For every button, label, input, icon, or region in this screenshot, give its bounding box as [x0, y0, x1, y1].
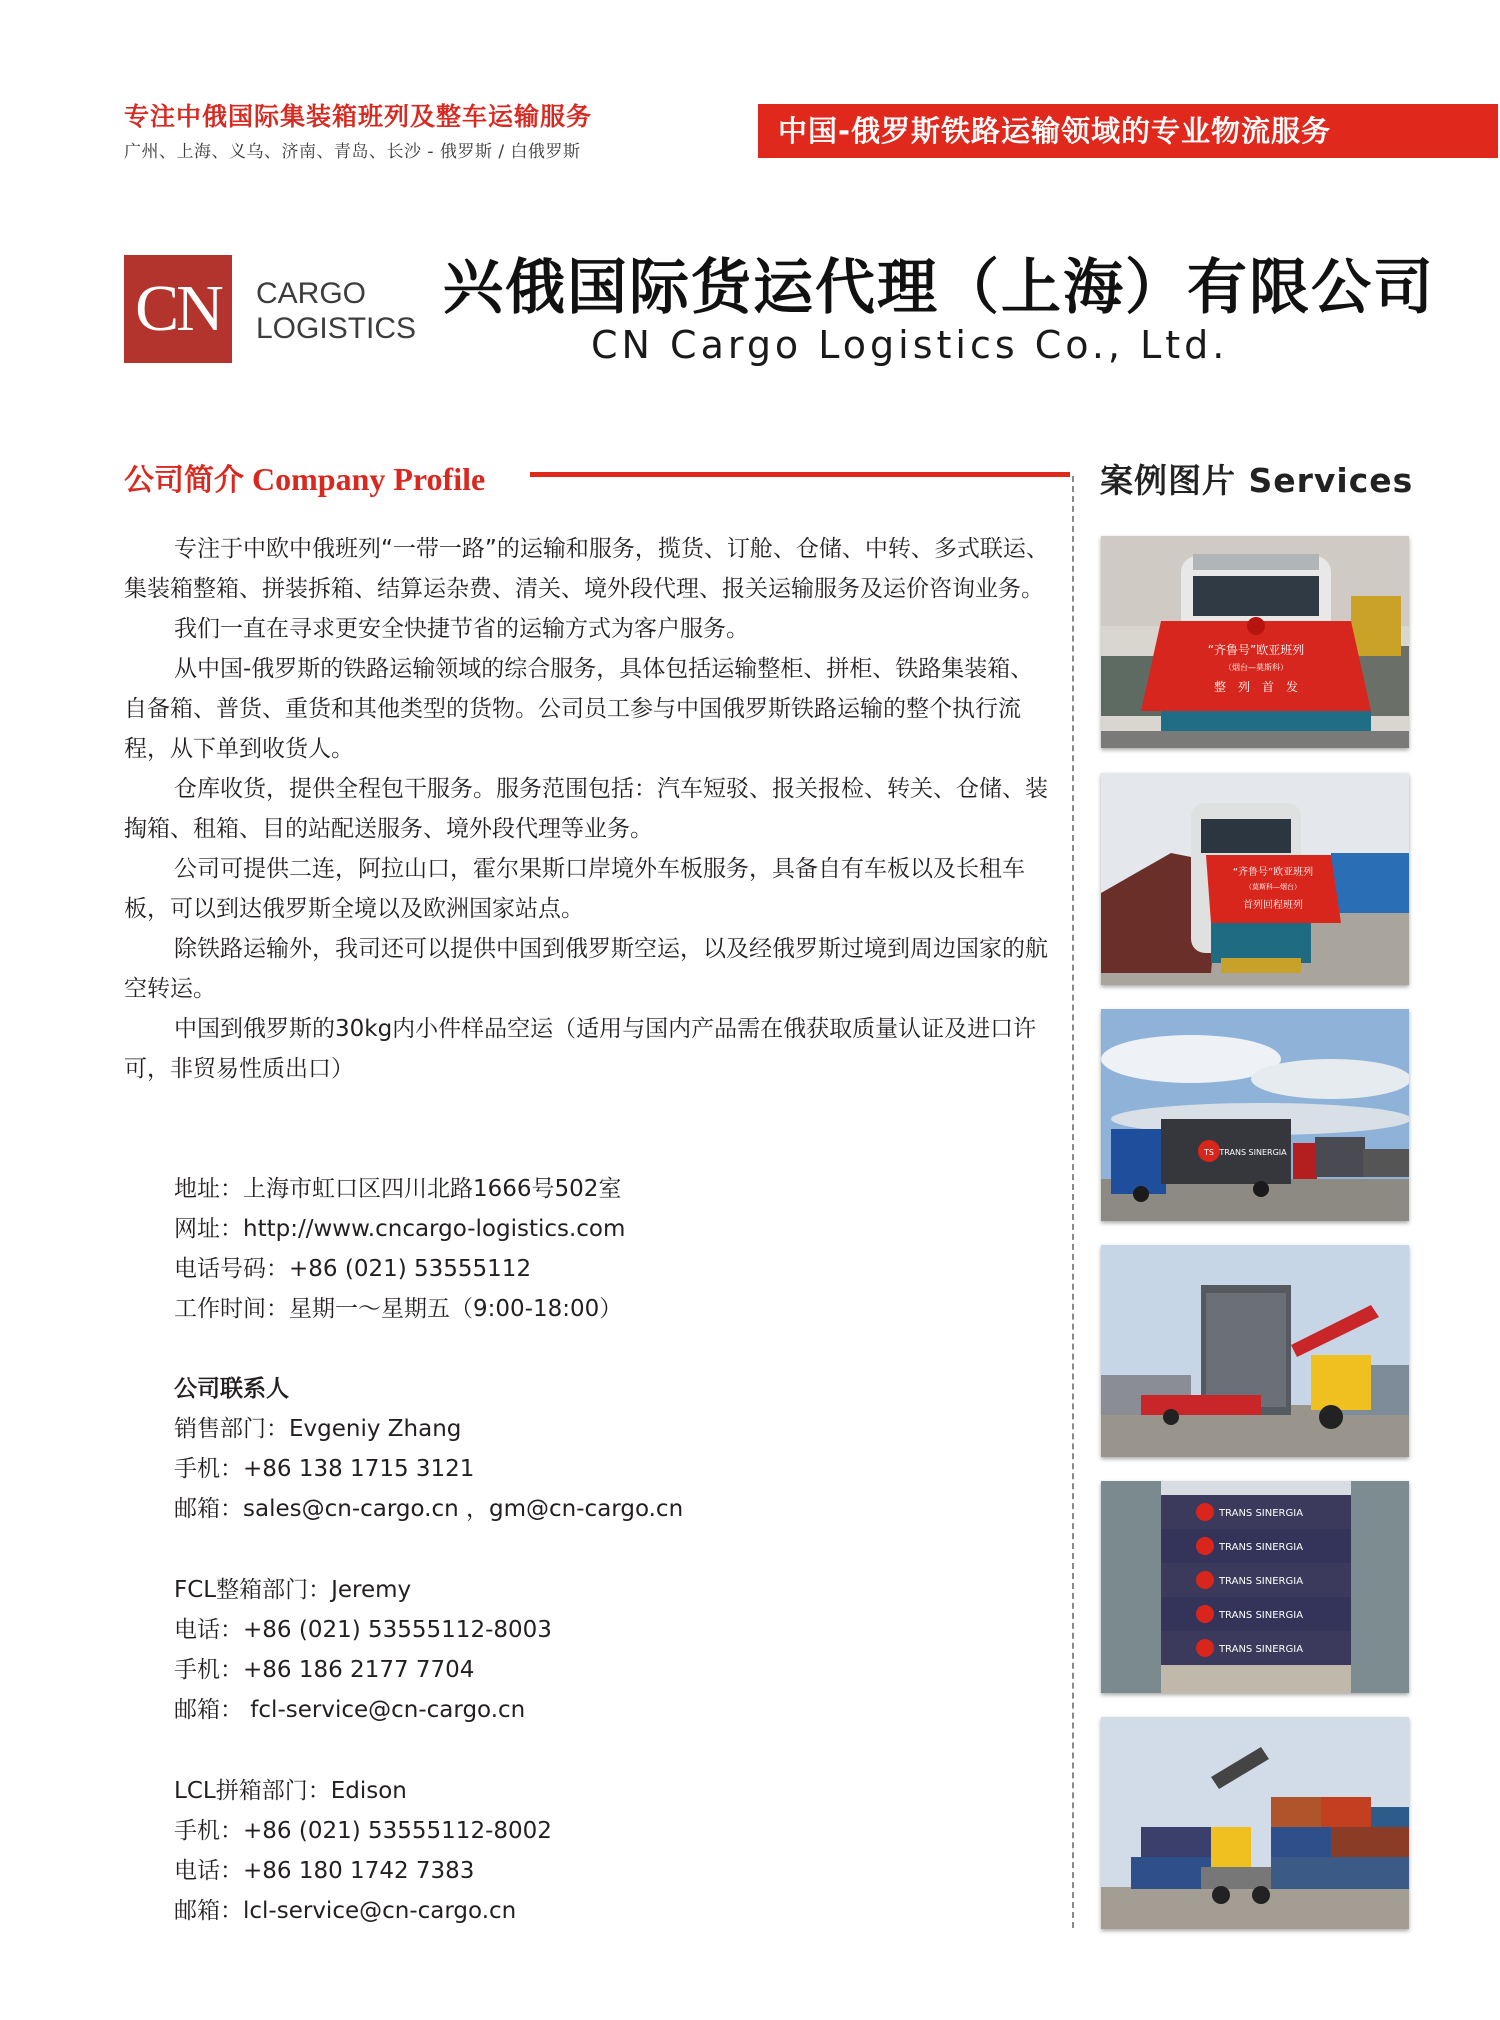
- lcl-phone: 电话：+86 180 1742 7383: [174, 1858, 475, 1884]
- fcl-mobile: 手机：+86 186 2177 7704: [174, 1657, 475, 1683]
- lcl-dept: LCL拼箱部门：Edison: [174, 1778, 407, 1804]
- profile-paragraph: 专注于中欧中俄班列“一带一路”的运输和服务，揽货、订舱、仓储、中转、多式联运、集装箱整箱、拼装拆箱、结算运杂费、清关、境外段代理、报关运输服务及运价咨询业务。: [124, 536, 1049, 602]
- lcl-mobile: 手机：+86 (021) 53555112-8002: [174, 1818, 552, 1844]
- photo5-brand-3: TRANS SINERGIA: [1218, 1576, 1304, 1587]
- lcl-email[interactable]: 邮箱：lcl-service@cn-cargo.cn: [174, 1898, 517, 1924]
- phone-line: 电话号码：+86 (021) 53555112: [174, 1256, 532, 1282]
- company-name-en: CN Cargo Logistics Co., Ltd.: [591, 323, 1229, 367]
- fcl-phone: 电话：+86 (021) 53555112-8003: [174, 1617, 552, 1643]
- fcl-email[interactable]: 邮箱： fcl-service@cn-cargo.cn: [174, 1697, 526, 1723]
- column-divider: [1072, 476, 1074, 1928]
- photo5-brand-4: TRANS SINERGIA: [1218, 1610, 1304, 1621]
- profile-heading: [124, 455, 485, 499]
- photo-container-yard: [1101, 1717, 1409, 1929]
- profile-paragraph: 公司可提供二连，阿拉山口，霍尔果斯口岸境外车板服务，具备自有车板以及长租车板，可以到达俄罗斯全境以及欧洲国家站点。: [124, 856, 1025, 922]
- photo3-container-brand: TRANS SINERGIA: [1219, 1148, 1287, 1157]
- photo1-banner-line: 整 列 首 发: [1213, 680, 1299, 694]
- photo-truck-convoy: [1101, 1009, 1409, 1221]
- cn-logo-mark: CN: [124, 255, 232, 363]
- photo5-brand-1: TRANS SINERGIA: [1218, 1508, 1304, 1519]
- profile-heading-cn: 公司简介: [124, 463, 244, 498]
- photo-container-stack: [1101, 1481, 1409, 1693]
- profile-heading-en: Company Profile: [252, 461, 486, 497]
- logo-line-cargo: CARGO: [256, 277, 367, 310]
- contacts-title: 公司联系人: [174, 1376, 289, 1402]
- photo2-banner-line: 首列回程班列: [1243, 900, 1303, 911]
- contacts-sales: [174, 1369, 1044, 1529]
- sales-dept: 销售部门：Evgeniy Zhang: [174, 1416, 462, 1442]
- contacts-fcl: [174, 1570, 1044, 1730]
- photo5-brand-2: TRANS SINERGIA: [1218, 1542, 1304, 1553]
- photo-train-departure: [1101, 536, 1409, 748]
- profile-paragraph: 除铁路运输外，我司还可以提供中国到俄罗斯空运，以及经俄罗斯过境到周边国家的航空转运。: [124, 936, 1048, 1002]
- profile-paragraph: 从中国-俄罗斯的铁路运输领域的综合服务，具体包括运输整柜、拼柜、铁路集装箱、自备箱、普货、重货和其他类型的货物。公司员工参与中国俄罗斯铁路运输的整个执行流程，从下单到收货人。: [124, 656, 1034, 762]
- photo-reach-stacker: [1101, 1245, 1409, 1457]
- website-line[interactable]: 网址：http://www.cncargo-logistics.com: [174, 1216, 626, 1242]
- photo1-banner-text: “齐鲁号”欧亚班列: [1207, 643, 1305, 657]
- logo-line-logistics: LOGISTICS: [256, 312, 417, 345]
- contacts-lcl: [174, 1771, 1044, 1931]
- photo3-container-logo: TS: [1204, 1148, 1214, 1157]
- logo-wordmark: [256, 276, 416, 346]
- photo-train-return: [1101, 773, 1409, 985]
- company-info: [174, 1169, 1044, 1329]
- photo2-banner-text: “齐鲁号”欧亚班列: [1232, 867, 1314, 878]
- profile-paragraph: 中国到俄罗斯的30kg内小件样品空运（适用与国内产品需在俄获取质量认证及进口许可，非贸易性质出口）: [124, 1016, 1037, 1082]
- sales-mobile: 手机：+86 138 1715 3121: [174, 1456, 475, 1482]
- profile-paragraph: 我们一直在寻求更安全快捷节省的运输方式为客户服务。: [174, 616, 749, 642]
- photo1-banner-sub: （烟台—莫斯科）: [1224, 663, 1288, 672]
- hours-line: 工作时间：星期一～星期五（9:00-18:00）: [174, 1296, 623, 1322]
- photo5-brand-5: TRANS SINERGIA: [1218, 1644, 1304, 1655]
- tagline-title: 专注中俄国际集装箱班列及整车运输服务: [124, 102, 593, 131]
- profile-paragraph: 仓库收货，提供全程包干服务。服务范围包括：汽车短驳、报关报检、转关、仓储、装掏箱、租箱、目的站配送服务、境外段代理等业务。: [124, 776, 1048, 842]
- profile-heading-rule: [530, 472, 1070, 477]
- company-name-cn: 兴俄国际货运代理（上海）有限公司: [443, 253, 1435, 323]
- services-heading: 案例图片 Services: [1100, 461, 1414, 500]
- service-banner: 中国-俄罗斯铁路运输领域的专业物流服务: [758, 104, 1498, 158]
- sales-email[interactable]: 邮箱：sales@cn-cargo.cn ，gm@cn-cargo.cn: [174, 1496, 684, 1522]
- tagline-routes: 广州、上海、义乌、济南、青岛、长沙 - 俄罗斯 / 白俄罗斯: [124, 142, 581, 162]
- address-line: 地址：上海市虹口区四川北路1666号502室: [174, 1176, 622, 1202]
- profile-body: [124, 529, 1049, 1089]
- photo2-banner-sub: （莫斯科—烟台）: [1245, 883, 1301, 891]
- fcl-dept: FCL整箱部门：Jeremy: [174, 1577, 412, 1603]
